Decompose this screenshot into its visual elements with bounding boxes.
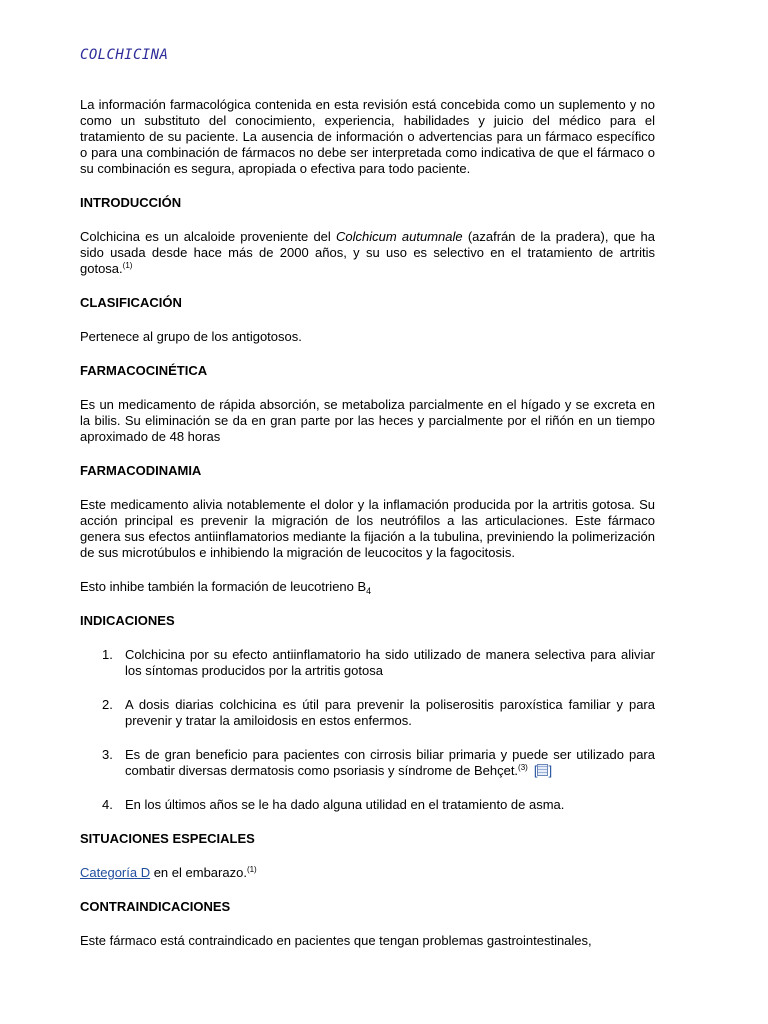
leucotrieno-paragraph <box>80 579 655 595</box>
list-item-number: 3. <box>102 747 113 762</box>
introduccion-paragraph <box>80 229 655 277</box>
list-item-text: En los últimos años se le ha dado alguna utilidad en el tratamiento de asma. <box>125 797 565 812</box>
contraindicaciones-paragraph: Este fármaco está contraindicado en pacientes que tengan problemas gastrointestinales, <box>80 933 592 948</box>
list-item-text: Colchicina por su efecto antiinflamatorio ha sido utilizado de manera selectiva para aliviar los síntomas producidos por la artritis gotosa <box>125 647 655 678</box>
list-item-number: 4. <box>102 797 113 812</box>
introduccion-text-after: (azafrán de la pradera), que ha sido usada desde hace más de 2000 años, y su uso es selectivo en el tratamiento de artritis gotosa. <box>80 229 656 276</box>
farmacodinamia-paragraph: Este medicamento alivia notablemente el dolor y la inflamación producida por la artritis gotosa. Su acción principal es prevenir la migración de los neutrófilos a las articulaciones. Este fármaco genera sus efectos antiinflamatorios mediante la fijación a la tubulina, previniendo la polimerización de sus microtúbulos e inhibiendo la migración de leucocitos y la fagocitosis. <box>80 497 655 560</box>
species-name: Colchicum autumnale <box>336 229 463 244</box>
categoria-d-link[interactable]: Categoría D <box>80 865 151 880</box>
list-item <box>80 647 655 679</box>
list-item <box>80 747 655 779</box>
clasificacion-paragraph: Pertenece al grupo de los antigotosos. <box>80 329 302 344</box>
heading-contraindicaciones: CONTRAINDICACIONES <box>80 899 231 914</box>
heading-situaciones-especiales: SITUACIONES ESPECIALES <box>80 831 255 846</box>
farmacocinetica-paragraph: Es un medicamento de rápida absorción, se metaboliza parcialmente en el hígado y se excreta en la bilis. Su eliminación se da en gran parte por las heces y parcialmente por el riñón en un tiempo aproximado de 48 horas <box>80 397 655 444</box>
list-item-text: Es de gran beneficio para pacientes con cirrosis biliar primaria y puede ser utilizado para combatir diversas dermatosis como psoriasis y síndrome de Behçet. <box>125 747 655 778</box>
heading-introduccion: INTRODUCCIÓN <box>80 195 182 210</box>
heading-farmacocinetica: FARMACOCINÉTICA <box>80 363 208 378</box>
reference-superscript: (1) <box>246 865 257 874</box>
heading-indicaciones: INDICACIONES <box>80 613 175 628</box>
list-item <box>80 797 655 813</box>
indicaciones-list <box>80 647 655 813</box>
reference-superscript: (3) <box>518 763 528 772</box>
reference-superscript: (1) <box>122 261 133 270</box>
subscript-4: 4 <box>366 586 372 596</box>
introduccion-text-before: Colchicina es un alcaloide proveniente del <box>80 229 336 244</box>
heading-clasificacion: CLASIFICACIÓN <box>80 295 182 310</box>
leucotrieno-text: Esto inhibe también la formación de leucotrieno B <box>80 579 367 594</box>
list-item-number: 1. <box>102 647 113 662</box>
disclaimer-paragraph: La información farmacológica contenida en esta revisión está concebida como un suplemento y no como un substituto del conocimiento, experiencia, habilidades y juicio del médico para el tratamiento de su paciente. La ausencia de información o advertencias para un fármaco específico o para una combinación de fármacos no debe ser interpretada como indicativa de que el fármaco o su combinación es segura, apropiada o efectiva para todo paciente. <box>80 97 655 176</box>
document-title: COLCHICINA <box>80 47 169 63</box>
list-item-text: A dosis diarias colchicina es útil para prevenir la poliserositis paroxística familiar y para prevenir y tratar la amiloidosis en estos enfermos. <box>125 697 655 728</box>
situaciones-paragraph <box>80 865 655 881</box>
list-item <box>80 697 655 729</box>
list-item-number: 2. <box>102 697 113 712</box>
document-link-icon[interactable]: [ ] <box>533 763 553 778</box>
heading-farmacodinamia: FARMACODINAMIA <box>80 463 202 478</box>
situaciones-text: en el embarazo. <box>150 865 247 880</box>
